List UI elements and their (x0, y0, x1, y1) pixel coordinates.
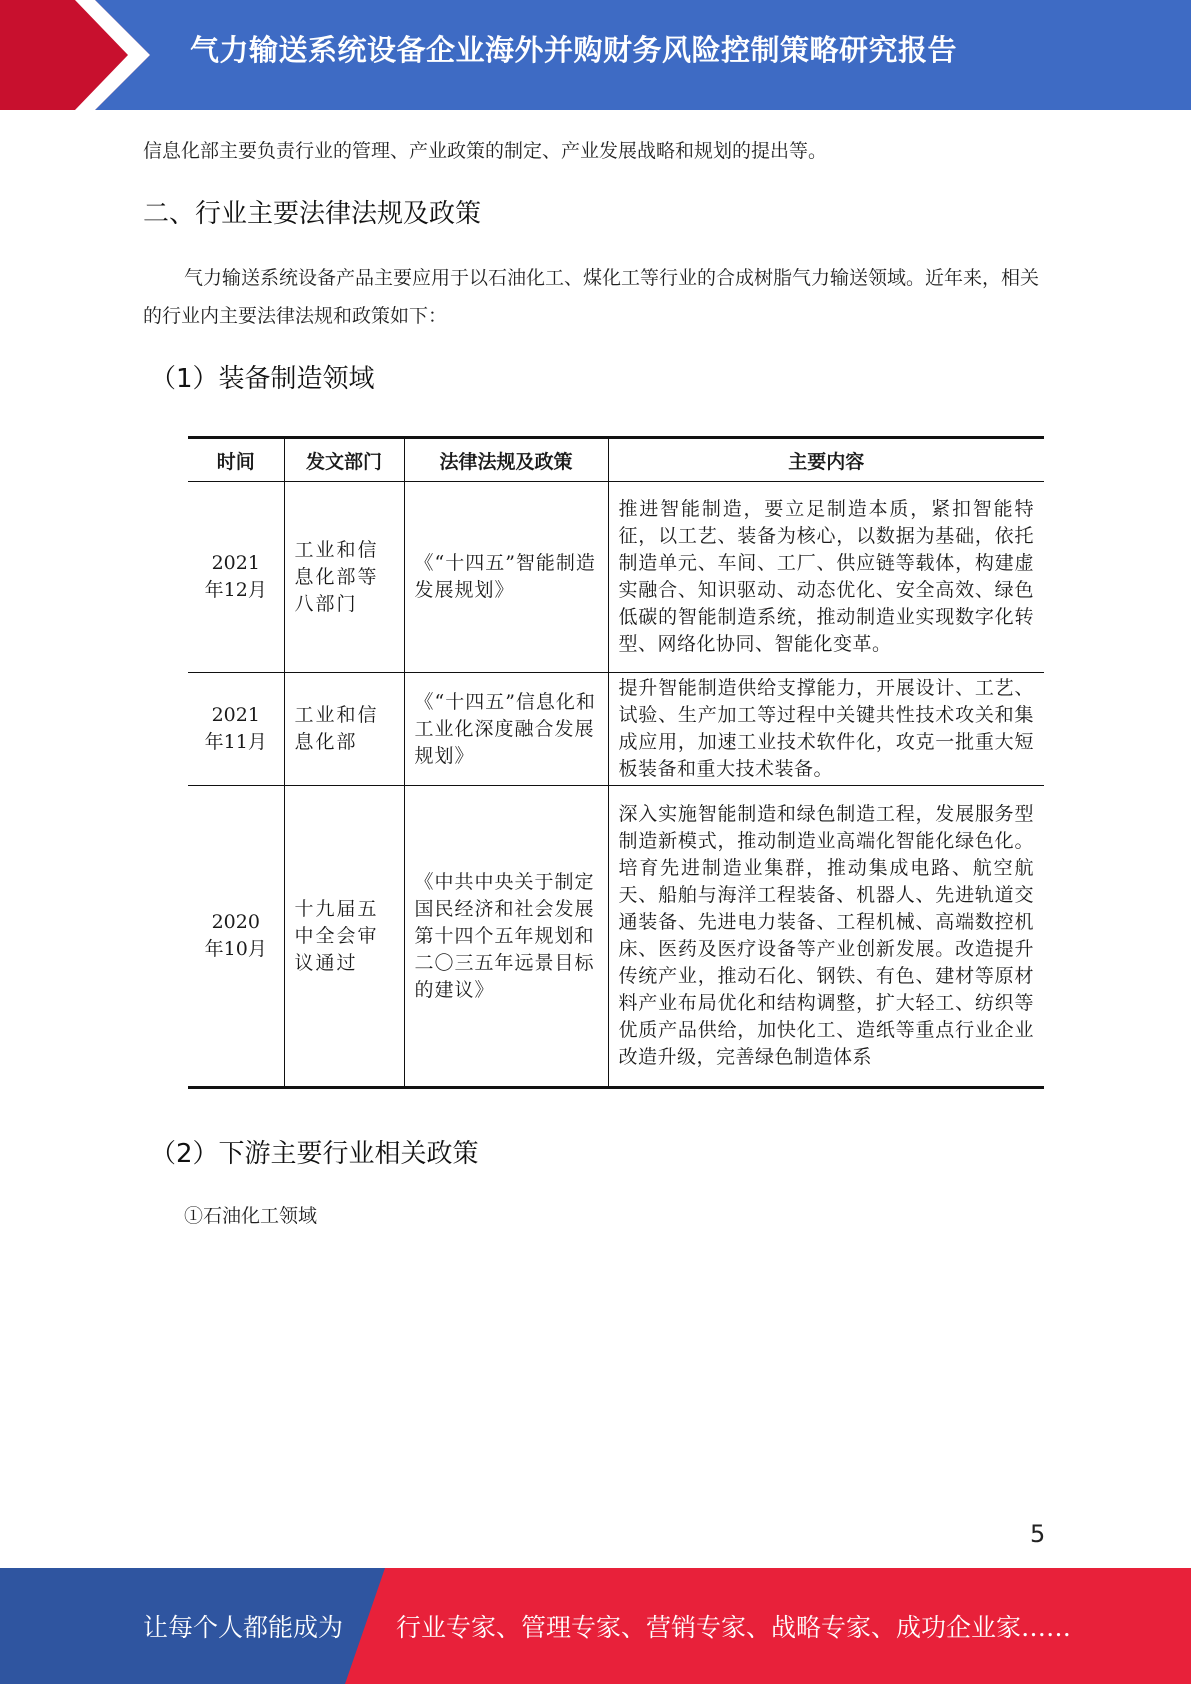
intro-paragraph: 信息化部主要负责行业的管理、产业政策的制定、产业发展战略和规划的提出等。 (143, 140, 828, 162)
table-header-row (188, 438, 1044, 482)
footer-slogan-left: 让每个人都能成为 (143, 1613, 344, 1642)
cell-time (188, 673, 284, 786)
cell-content: 提升智能制造供给支撑能力，开展设计、工艺、试验、生产加工等过程中关键共性技术攻关和集成应用，加速工业技术软件化，攻克一批重大短板装备和重大技术装备。 (608, 673, 1044, 786)
cell-law: 《“十四五”信息化和工业化深度融合发展规划》 (404, 673, 608, 786)
column-header-content: 主要内容 (608, 438, 1044, 482)
cell-time (188, 482, 284, 673)
cell-time-text: 2021年11月 (204, 704, 267, 753)
column-header-department: 发文部门 (284, 438, 404, 482)
cell-department: 工业和信息化部 (284, 673, 404, 786)
cell-time-text: 2020年10月 (204, 911, 267, 960)
column-header-law: 法律法规及政策 (404, 438, 608, 482)
subsection-heading-2: （2）下游主要行业相关政策 (150, 1139, 479, 1169)
table-row (188, 482, 1044, 673)
subsection-heading-1: （1）装备制造领域 (150, 364, 375, 394)
column-header-time: 时间 (188, 438, 284, 482)
cell-content: 推进智能制造，要立足制造本质，紧扣智能特征，以工艺、装备为核心，以数据为基础，依托制造单元、车间、工厂、供应链等载体，构建虚实融合、知识驱动、动态优化、安全高效、绿色低碳的智能制造系统，推动制造业实现数字化转型、网络化协同、智能化变革。 (608, 482, 1044, 673)
section-heading: 二、行业主要法律法规及政策 (143, 199, 482, 229)
policy-table (188, 436, 1044, 1089)
list-item: ①石油化工领域 (184, 1205, 318, 1227)
report-title: 气力输送系统设备企业海外并购财务风险控制策略研究报告 (190, 33, 958, 67)
table-row (188, 786, 1044, 1088)
cell-time (188, 786, 284, 1088)
cell-time-text: 2021年12月 (204, 552, 267, 601)
cell-department: 工业和信息化部等八部门 (284, 482, 404, 673)
page-footer (0, 1568, 1191, 1684)
cell-law: 《“十四五”智能制造发展规划》 (404, 482, 608, 673)
cell-content: 深入实施智能制造和绿色制造工程，发展服务型制造新模式，推动制造业高端化智能化绿色化。培育先进制造业集群，推动集成电路、航空航天、船舶与海洋工程装备、机器人、先进轨道交通装备、先进电力装备、工程机械、高端数控机床、医药及医疗设备等产业创新发展。改造提升传统产业，推动石化、钢铁、有色、建材等原材料产业布局优化和结构调整，扩大轻工、纺织等优质产品供给，加快化工、造纸等重点行业企业改造升级，完善绿色制造体系 (608, 786, 1044, 1088)
page-number: 5 (1030, 1520, 1046, 1548)
footer-slogan-right: 行业专家、管理专家、营销专家、战略专家、成功企业家…… (396, 1613, 1072, 1642)
table-row (188, 673, 1044, 786)
section-paragraph: 气力输送系统设备产品主要应用于以石油化工、煤化工等行业的合成树脂气力输送领域。近年来，相关的行业内主要法律法规和政策如下： (143, 267, 1040, 327)
cell-law: 《中共中央关于制定国民经济和社会发展第十四个五年规划和二〇三五年远景目标的建议》 (404, 786, 608, 1088)
cell-department: 十九届五中全会审议通过 (284, 786, 404, 1088)
page-header (0, 0, 1191, 110)
